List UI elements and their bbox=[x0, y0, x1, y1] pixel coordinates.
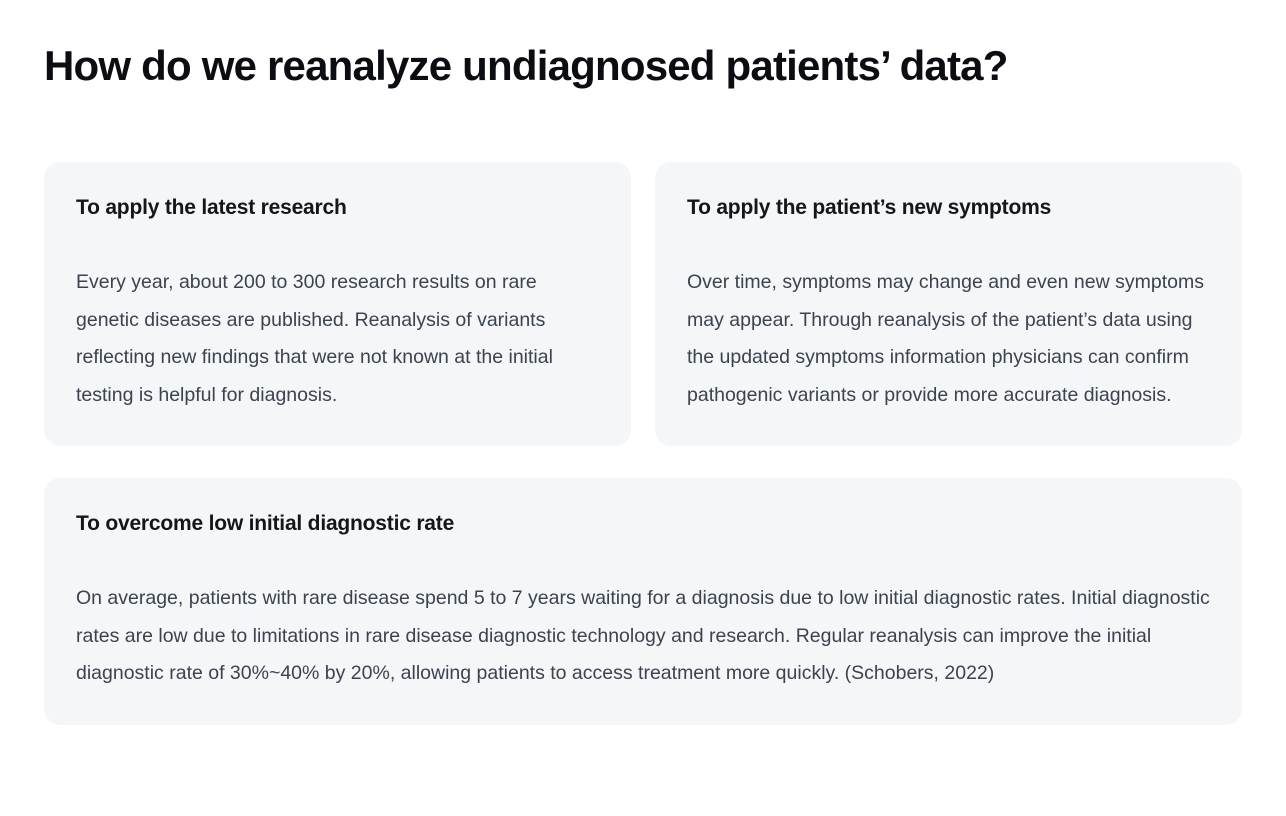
card-new-symptoms bbox=[655, 162, 1242, 446]
card-title: To overcome low initial diagnostic rate bbox=[76, 512, 455, 535]
cards-grid bbox=[44, 162, 1242, 725]
card-diagnostic-rate bbox=[44, 478, 1242, 725]
card-title: To apply the patient’s new symptoms bbox=[687, 196, 1052, 219]
card-body: On average, patients with rare disease spend 5 to 7 years waiting for a diagnosis due to low initial diagnostic rates. Initial diagnostic rates are low due to limitations in rare disease diagnostic technology and research. Regular reanalysis can improve the initial diagnostic rate of 30%~40% by 20%, allowing patients to access treatment more quickly. (Schobers, 2022) bbox=[76, 587, 1210, 684]
page-title: How do we reanalyze undiagnosed patients’ data? bbox=[44, 42, 1008, 89]
card-body: Over time, symptoms may change and even new symptoms may appear. Through reanalysis of the patient’s data using the updated symptoms information physicians can confirm pathogenic variants or provide more accurate diagnosis. bbox=[687, 271, 1204, 406]
card-latest-research bbox=[44, 162, 631, 446]
card-title: To apply the latest research bbox=[76, 196, 347, 219]
card-body: Every year, about 200 to 300 research results on rare genetic diseases are published. Reanalysis of variants reflecting new findings that were not known at the initial testing is helpful for diagnosis. bbox=[76, 271, 553, 406]
